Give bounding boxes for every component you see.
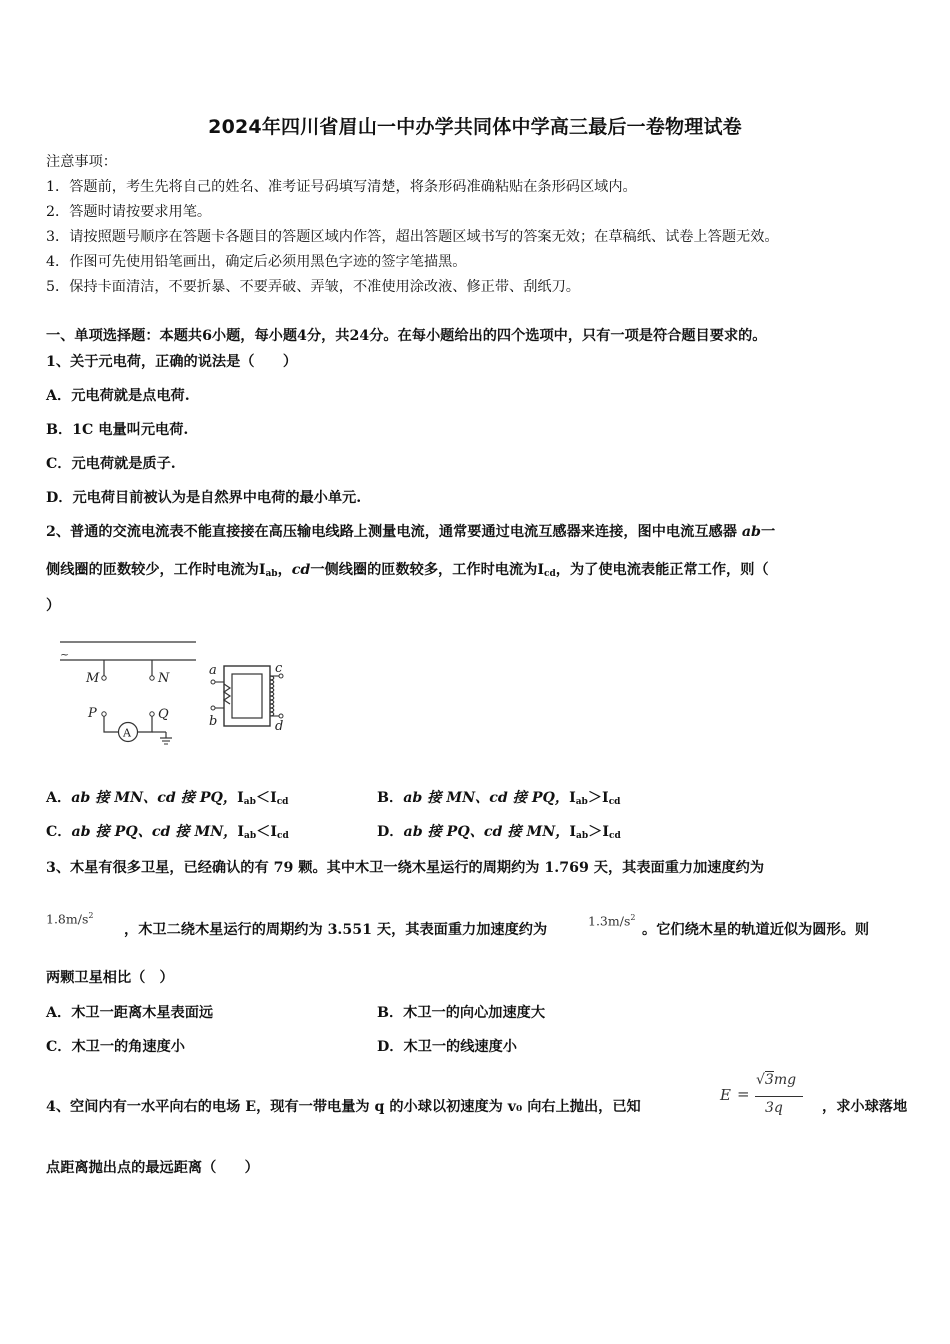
notice-item-5: 5．保持卡面清洁，不要折暴、不要弄破、弄皱，不准使用涂改液、修正带、刮纸刀。 xyxy=(46,279,580,295)
option-text: ab 接 MN、cd 接 PQ， xyxy=(403,790,570,806)
label-b: b xyxy=(209,714,218,729)
label-m: M xyxy=(86,671,100,686)
q3-option-b: B．木卫一的向心加速度大 xyxy=(377,1005,546,1021)
option-letter: D． xyxy=(377,824,404,840)
q4-line-1-end: ，求小球落地 xyxy=(822,1099,908,1115)
q-terminal xyxy=(150,712,154,716)
formula-denominator: 3q xyxy=(765,1100,783,1116)
q3-option-d: D．木卫一的线速度小 xyxy=(377,1039,517,1055)
q4-line-1: 4、空间内有一水平向右的电场 E，现有一带电量为 q 的小球以初速度为 v₀ 向右上抛出，已知 xyxy=(46,1099,641,1115)
q3-gravity-1 xyxy=(46,906,93,930)
formula-root: 3 xyxy=(764,1072,774,1088)
q2-line-1-end: 一 xyxy=(760,524,776,540)
current-subscript-ab: ab xyxy=(265,569,278,579)
superscript-2: 2 xyxy=(630,913,636,922)
label-c: c xyxy=(275,661,283,676)
q2-line-2-b: ， xyxy=(277,562,292,578)
q3-line-3: 两颗卫星相比（ ） xyxy=(46,970,174,986)
current-symbol: I xyxy=(270,824,277,840)
q3-line-2-end: 。它们绕木星的轨道近似为圆形。则 xyxy=(642,922,870,938)
current-symbol: I xyxy=(270,790,277,806)
q2-line-1-text: 2、普通的交流电流表不能直接接在高压输电线路上测量电流，通常要通过电流互感器来连接，图中电流互感器 xyxy=(46,524,737,540)
current-subscript-cd: cd xyxy=(609,831,621,841)
relation-symbol: ＜ xyxy=(256,824,271,840)
q2-option-d xyxy=(377,822,621,846)
q2-option-b xyxy=(377,788,620,812)
q1-option-c: C．元电荷就是质子. xyxy=(46,456,176,472)
q3-line-1: 3、木星有很多卫星，已经确认的有 79 颗。其中木卫一绕木星运行的周期约为 1.769 天，其表面重力加速度约为 xyxy=(46,860,765,876)
option-letter: B． xyxy=(377,790,404,806)
current-symbol: I xyxy=(237,790,244,806)
formula-e: E xyxy=(720,1086,731,1104)
current-symbol: I xyxy=(569,790,576,806)
q2-cd-label: cd xyxy=(291,562,311,578)
terminal-d xyxy=(279,714,283,718)
q3-option-a: A．木卫一距离木星表面远 xyxy=(46,1005,214,1021)
current-subscript-cd: cd xyxy=(276,797,289,807)
core-inner xyxy=(232,674,262,718)
label-p: P xyxy=(88,706,97,721)
formula-numerator: √3mg xyxy=(756,1072,797,1088)
gravity-value-2: 1.3m/s xyxy=(588,913,631,929)
option-text: ab 接 PQ、cd 接 MN， xyxy=(71,824,238,840)
current-symbol: I xyxy=(258,562,266,578)
q2-option-a xyxy=(46,788,288,812)
terminal-b xyxy=(211,706,215,710)
option-text: ab 接 MN、cd 接 PQ， xyxy=(71,790,238,806)
current-symbol: I xyxy=(569,824,577,840)
formula-equals: = xyxy=(737,1085,750,1103)
ac-symbol: ~ xyxy=(60,648,70,661)
q2-line-2-a: 侧线圈的匝数较少，工作时电流为 xyxy=(46,562,259,578)
transformer-circuit-diagram xyxy=(56,634,296,754)
terminal-a xyxy=(211,680,215,684)
label-n: N xyxy=(158,671,170,686)
notice-item-2: 2．答题时请按要求用笔。 xyxy=(46,204,212,220)
notice-heading: 注意事项： xyxy=(46,154,117,170)
relation-symbol: ＞ xyxy=(588,824,603,840)
q2-line-2 xyxy=(46,560,769,584)
p-terminal xyxy=(102,712,106,716)
q3-gravity-2 xyxy=(588,908,635,932)
current-subscript-cd: cd xyxy=(276,831,289,841)
superscript-2: 2 xyxy=(88,911,94,920)
notice-item-3: 3．请按照题号顺序在答题卡各题目的答题区域内作答，超出答题区域书写的答案无效；在草稿纸、试卷上答题无效。 xyxy=(46,229,779,245)
q2-line-3: ） xyxy=(46,598,61,614)
q3-option-c: C．木卫一的角速度小 xyxy=(46,1039,185,1055)
notice-item-4: 4．作图可先使用铅笔画出，确定后必须用黑色字迹的签字笔描黑。 xyxy=(46,254,467,270)
current-symbol: I xyxy=(537,562,545,578)
q2-ab-label: ab xyxy=(741,524,761,540)
q2-line-2-c: 一侧线圈的匝数较多，工作时电流为 xyxy=(310,562,538,578)
q3-line-2-a: ，木卫二绕木星运行的周期约为 3.551 天，其表面重力加速度约为 xyxy=(124,922,548,938)
current-subscript-cd: cd xyxy=(544,569,556,579)
q1-option-b: B．1C 电量叫元电荷. xyxy=(46,422,189,438)
q3-line-2 xyxy=(124,920,547,940)
option-letter: C． xyxy=(46,824,72,840)
current-subscript-ab: ab xyxy=(244,831,257,841)
q2-line-2-d: ，为了使电流表能正常工作，则（ xyxy=(555,562,769,578)
option-letter: A． xyxy=(46,790,72,806)
section-heading: 一、单项选择题：本题共6小题，每小题4分，共24分。在每小题给出的四个选项中，只有一项是符合题目要求的。 xyxy=(46,328,767,344)
q1-option-a: A．元电荷就是点电荷. xyxy=(46,388,190,404)
label-q: Q xyxy=(158,707,169,722)
current-subscript-ab: ab xyxy=(243,797,256,807)
formula-num-rest: mg xyxy=(773,1072,797,1088)
q1-stem: 1、关于元电荷，正确的说法是（ ） xyxy=(46,354,298,370)
q2-option-c xyxy=(46,822,289,846)
option-text: ab 接 PQ、cd 接 MN， xyxy=(403,824,570,840)
label-d: d xyxy=(275,719,284,734)
relation-symbol: ＜ xyxy=(255,790,271,806)
fraction-bar xyxy=(755,1096,803,1097)
current-symbol: I xyxy=(602,790,609,806)
q2-line-1 xyxy=(46,522,775,542)
gravity-value-1: 1.8m/s xyxy=(46,911,89,927)
q4-line-2: 点距离抛出点的最远距离（ ） xyxy=(46,1160,259,1176)
current-subscript-ab: ab xyxy=(576,831,589,841)
current-symbol: I xyxy=(237,824,245,840)
notice-item-1: 1．答题前，考生先将自己的姓名、准考证号码填写清楚，将条形码准确粘贴在条形码区域内。 xyxy=(46,179,637,195)
n-terminal xyxy=(150,676,154,680)
coil-ab xyxy=(224,684,230,704)
m-terminal xyxy=(102,676,106,680)
q-wire xyxy=(138,716,152,732)
current-subscript-ab: ab xyxy=(575,797,588,807)
current-symbol: I xyxy=(602,824,609,840)
relation-symbol: ＞ xyxy=(587,790,603,806)
ammeter-label: A xyxy=(123,726,131,740)
page-title: 2024年四川省眉山一中办学共同体中学高三最后一卷物理试卷 xyxy=(208,116,742,138)
p-wire xyxy=(104,716,118,732)
electric-field-formula xyxy=(720,1072,820,1128)
q1-option-d: D．元电荷目前被认为是自然界中电荷的最小单元. xyxy=(46,490,362,506)
current-subscript-cd: cd xyxy=(608,797,621,807)
label-a: a xyxy=(209,663,217,678)
